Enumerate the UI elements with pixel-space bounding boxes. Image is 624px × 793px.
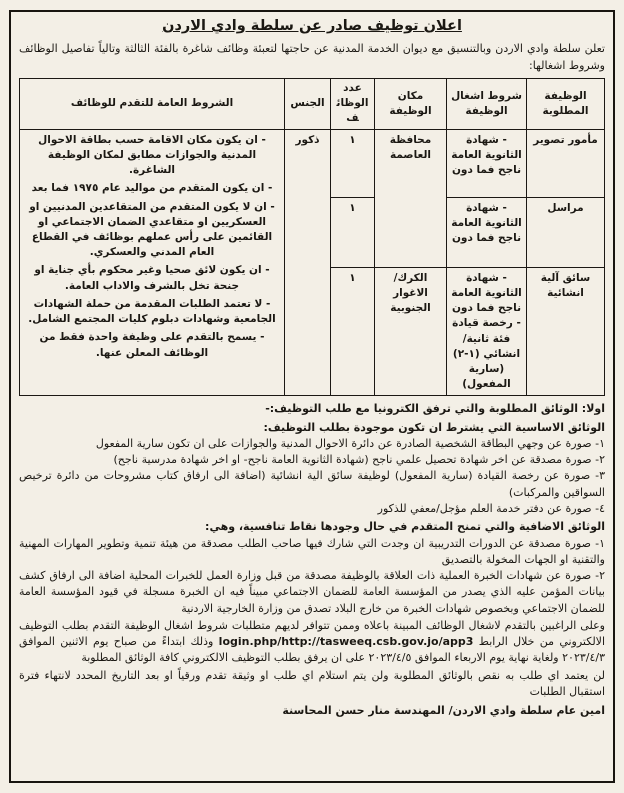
general-condition-item: - ان يكون المتقدم من مواليد عام ١٩٧٥ فما بعد <box>31 182 273 195</box>
additional-document-item: ١- صورة مصدقة عن الدورات التدريبية ان وجدت التي شارك فيها صاحب الطلب مصدقة من هيئة تنمية وتطوير المهارات المهنية والتقنية او الجهات المخولة بالتصديق <box>19 536 605 566</box>
cell-job-location: محافظة العاصمة <box>375 129 447 267</box>
cell-job-title: مأمور تصوير <box>527 129 605 197</box>
general-condition-item: - ان يكون لائق صحيا وغير محكوم بأي جناية او جنحة تخل بالشرف والاداب العامة. <box>34 264 270 292</box>
col-header-count: عدد الوظائف <box>331 79 375 130</box>
basic-document-item: ١- صورة عن وجهي البطاقة الشخصية الصادرة عن دائرة الاحوال المدنية والجوازات على ان تكون سارية المفعول <box>95 436 605 450</box>
documents-section <box>19 401 605 616</box>
col-header-location: مكان الوظيفة <box>375 79 447 130</box>
basic-document-item: ٢- صورة مصدقة عن اخر شهادة تحصيل علمي ناجح (شهادة الثانوية العامة ناجح- او اخر شهادة مدرسية ناجح) <box>113 453 605 467</box>
cell-job-location: الكرك/ الاغوار الجنوبية <box>375 267 447 396</box>
additional-documents-heading: الوثائق الاضافية والتي تمنح المتقدم في حال وجودها نقاط تنافسية، وهي: <box>205 520 605 534</box>
cell-general-conditions <box>20 129 285 396</box>
cell-job-conditions <box>447 267 527 396</box>
apply-text-after: وذلك ابتداءً من صباح يوم الاثنين الموافق ٢٠٢٣/٤/٣ ولغاية نهاية يوم الاربعاء الموافق ٢٠٢٣/٤/٥ على ان يرفق بطلب التوظيف الالكتروني كافة الوثائق المطلوبة <box>19 635 605 665</box>
cell-gender: ذكور <box>285 129 331 396</box>
additional-document-item: ٢- صورة عن شهادات الخبرة العملية ذات العلاقة بالوظيفة مصدقة من قبل وزارة العمل للخبرات المحلية اضافة الى ارفاق كشف بيانات المؤمن عليه الذي يصدر من المؤسسة العامة للضمان الاجتماعي مبيناً فيه ان الخبرة مسجلة في قيود المؤسسة العامة للضمان الاجتماعي وبخصوص شهادات الخبرة من خارج البلاد تصدق من وزارة الخارجية الاردنية <box>19 569 605 615</box>
general-condition-item: - ان لا يكون المتقدم من المتقاعدين المدنيين او العسكريين او متقاعدي الضمان الاجتماعي او القائمين على رأس عملهم بوظائف في القطاع العام المدني والعسكري. <box>29 200 275 259</box>
condition-line: - رخصة قيادة فئة ثانية/ انشائي (١-٢) (سارية المفعول) <box>452 317 521 391</box>
basic-document-item: ٤- صورة عن دفتر خدمة العلم مؤجل/معفي للذكور <box>377 502 605 515</box>
table-row-photographer <box>20 129 605 197</box>
cell-job-count: ١ <box>331 267 375 396</box>
page-title: اعلان توظيف صادر عن سلطة وادي الاردن <box>162 18 462 34</box>
signature-line: امين عام سلطة وادي الاردن/ المهندسة منار حسن المحاسنة <box>282 704 605 718</box>
basic-documents-heading: الوثائق الاساسية التي يشترط ان تكون موجودة بطلب التوظيف: <box>263 420 605 434</box>
col-header-general-conditions: الشروط العامة للتقدم للوظائف <box>20 79 285 130</box>
table-header-row <box>20 79 605 130</box>
condition-line: - شهادة الثانوية العامة ناجح فما دون <box>451 271 522 315</box>
general-condition-item: - ان يكون مكان الاقامة حسب بطاقة الاحوال المدنية والجوازات مطابق لمكان الوظيفة الشاغرة. <box>38 133 266 177</box>
cell-job-count: ١ <box>331 197 375 267</box>
cell-job-count: ١ <box>331 129 375 197</box>
basic-document-item: ٣- صورة عن رخصة القيادة (سارية المفعول) لوظيفة سائق الية انشائية (اضافة الى ارفاق كتاب مشروحات من دائرة ترخيص السواقين والمركبات) <box>19 469 605 499</box>
condition-line: - شهادة الثانوية العامة ناجح فما دون <box>451 201 522 245</box>
cell-job-conditions <box>447 197 527 267</box>
apply-text-before: وعلى الراغبين بالتقدم لاشغال الوظائف المبينة باعلاه وممن تتوافر لديهم متطلبات شروط اشغال الوظيفة التقدم بطلب التوظيف الالكتروني من خلال الرابط <box>19 618 606 649</box>
application-instructions-paragraph <box>19 618 605 667</box>
col-header-conditions: شروط اشغال الوظيفة <box>447 79 527 130</box>
jobs-table <box>19 78 605 396</box>
col-header-gender: الجنس <box>285 79 331 130</box>
general-condition-item: - يسمح بالتقدم على وظيفة واحدة فقط من الوظائف المعلن عنها. <box>39 331 265 359</box>
cell-job-title: سائق آلية انشائية <box>527 267 605 396</box>
document-frame <box>9 10 615 783</box>
application-url[interactable]: login.php/http://tasweeq.csb.gov.jo/app3 <box>218 635 474 649</box>
col-header-job: الوظيفة المطلوبة <box>527 79 605 130</box>
required-documents-heading: اولا: الوثائق المطلوبة والتي ترفق الكترونيا مع طلب التوظيف:- <box>265 402 605 416</box>
disclaimer-paragraph: لن يعتمد اي طلب به نقص بالوثائق المطلوبة ولن يتم استلام اي طلب او وثيقة تقدم ورقياً او بعد التاريخ المحدد لانتهاء فترة استقبال الطلبات <box>19 668 605 698</box>
cell-job-conditions <box>447 129 527 197</box>
intro-paragraph: تعلن سلطة وادي الاردن وبالتنسيق مع ديوان الخدمة المدنية عن حاجتها لتعبئة وظائف شاغرة بالفئة الثالثة وتالياً تفاصيل الوظائف وشروط اشغالها: <box>19 42 605 72</box>
general-condition-item: - لا تعتمد الطلبات المقدمة من حملة الشهادات الجامعية وشهادات دبلوم كليات المجتمع الشامل. <box>28 297 276 326</box>
condition-line: - شهادة الثانوية العامة ناجح فما دون <box>451 133 522 177</box>
cell-job-title: مراسل <box>527 197 605 267</box>
